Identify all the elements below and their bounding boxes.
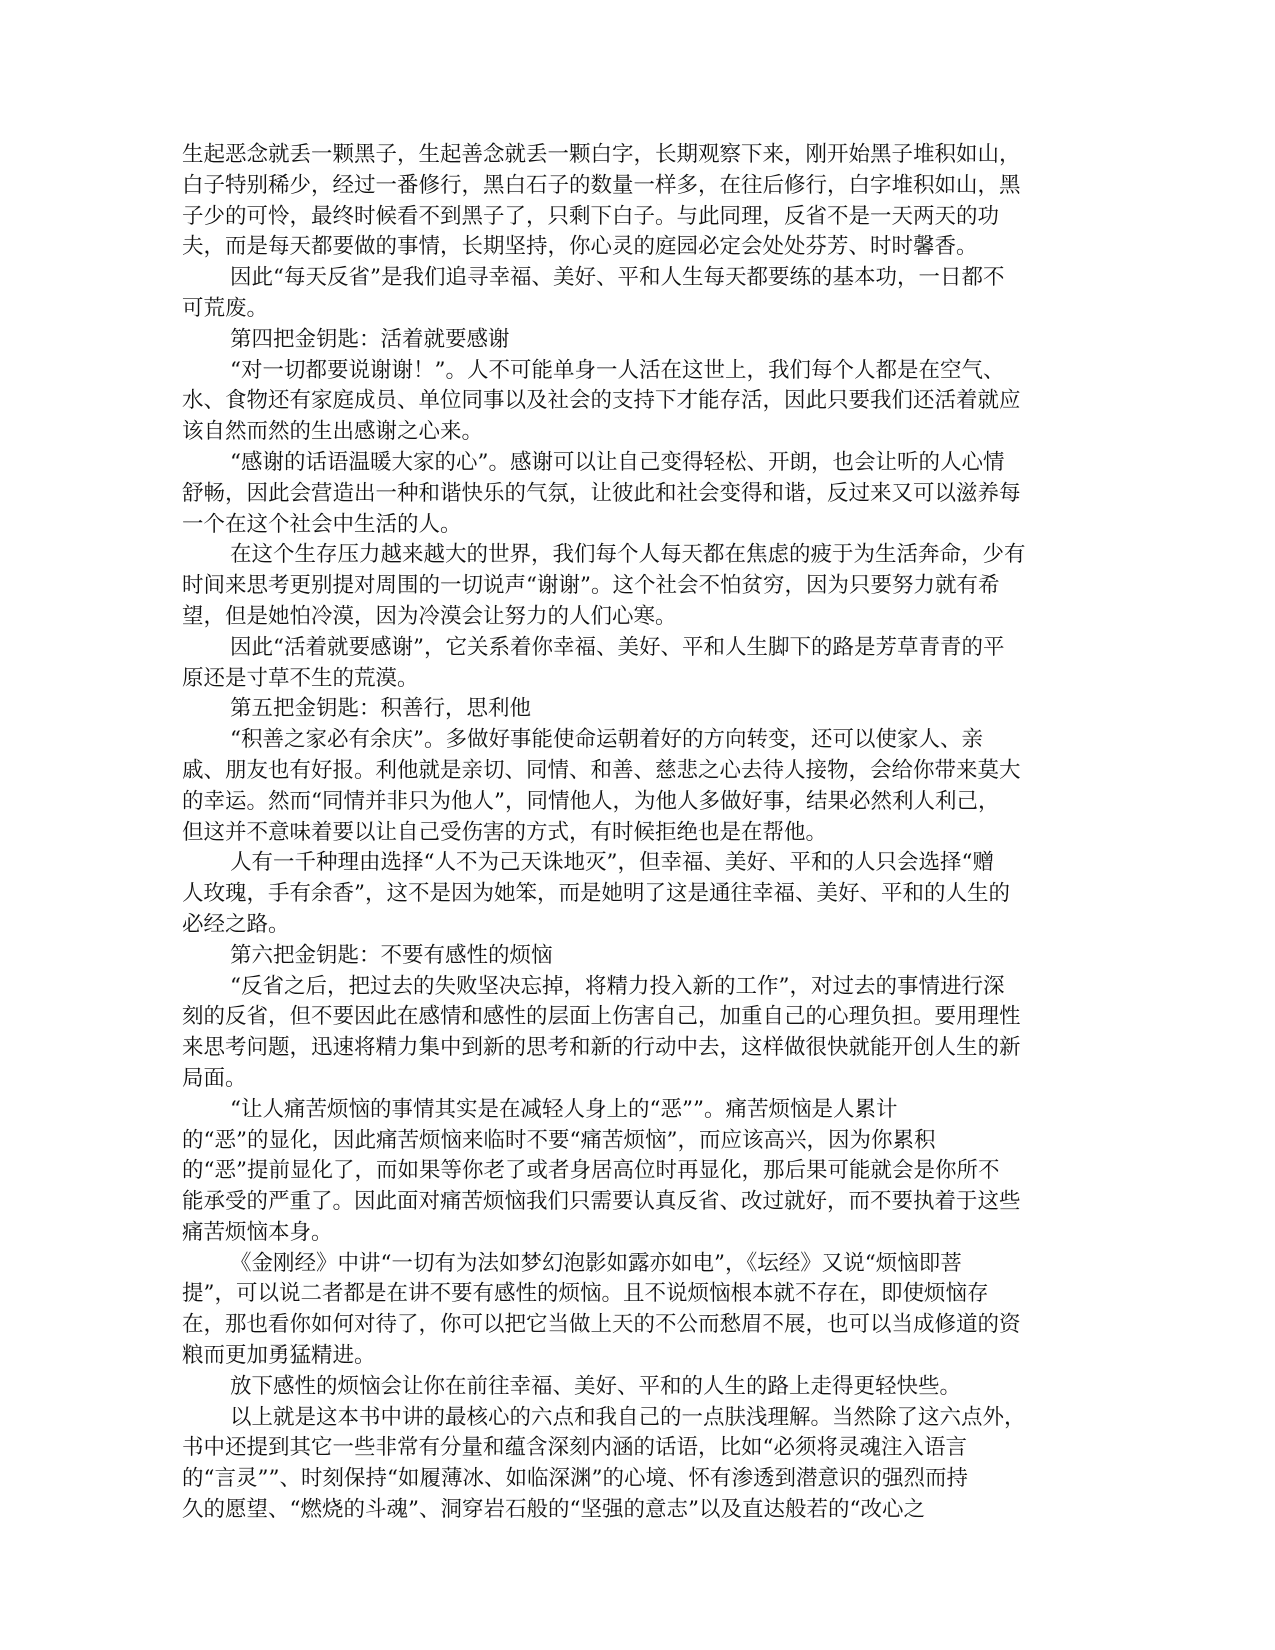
text-line: 原还是寸草不生的荒漠。 [182, 665, 419, 691]
text-line: 刻的反省，但不要因此在感情和感性的层面上伤害自己，加重自己的心理负担。要用理性 [182, 1004, 1021, 1030]
text-line: 可荒废。 [182, 295, 269, 321]
text-line: 局面。 [182, 1065, 247, 1091]
text-line: 以上就是这本书中讲的最核心的六点和我自己的一点肤浅理解。当然除了这六点外， [230, 1404, 1026, 1430]
text-line: 戚、朋友也有好报。利他就是亲切、同情、和善、慈悲之心去待人接物，会给你带来莫大 [182, 757, 1021, 783]
text-line: 久的愿望、“燃烧的斗魂”、洞穿岩石般的“坚强的意志”以及直达般若的“改心之 [182, 1497, 925, 1523]
section-heading: 第五把金钥匙：积善行，思利他 [230, 696, 532, 722]
text-line: 子少的可怜，最终时候看不到黑子了，只剩下白子。与此同理，反省不是一天两天的功 [182, 203, 1000, 229]
text-line: 但这并不意味着要以让自己受伤害的方式，有时候拒绝也是在帮他。 [182, 819, 828, 845]
text-line: 因此“活着就要感谢”，它关系着你幸福、美好、平和人生脚下的路是芳草青青的平 [230, 634, 1005, 660]
text-line: 该自然而然的生出感谢之心来。 [182, 419, 484, 445]
text-line: 白子特别稀少，经过一番修行，黑白石子的数量一样多，在往后修行，白字堆积如山，黑 [182, 172, 1021, 198]
text-line: 人玫瑰，手有余香”，这不是因为她笨，而是她明了这是通往幸福、美好、平和的人生的 [182, 881, 1010, 907]
text-line: 时间来思考更别提对周围的一切说声“谢谢”。这个社会不怕贫穷，因为只要努力就有希 [182, 573, 1000, 599]
text-line: “让人痛苦烦恼的事情其实是在减轻人身上的“恶””。痛苦烦恼是人累计 [230, 1096, 898, 1122]
text-line: 望，但是她怕冷漠，因为冷漠会让努力的人们心寒。 [182, 603, 677, 629]
text-line: 因此“每天反省”是我们追寻幸福、美好、平和人生每天都要练的基本功，一日都不 [230, 265, 1005, 291]
text-line: 的幸运。然而“同情并非只为他人”，同情他人，为他人多做好事，结果必然利人利己， [182, 788, 1000, 814]
text-line: 《金刚经》中讲“一切有为法如梦幻泡影如露亦如电”，《坛经》又说“烦恼即菩 [230, 1250, 962, 1276]
text-line: “感谢的话语温暖大家的心”。感谢可以让自己变得轻松、开朗，也会让听的人心情 [230, 449, 1005, 475]
text-line: 痛苦烦恼本身。 [182, 1219, 333, 1245]
text-line: 的“恶”提前显化了，而如果等你老了或者身居高位时再显化，那后果可能就会是你所不 [182, 1158, 1000, 1184]
text-line: 生起恶念就丢一颗黑子，生起善念就丢一颗白字，长期观察下来，刚开始黑子堆积如山， [182, 142, 1021, 167]
text-line: 粮而更加勇猛精进。 [182, 1343, 376, 1369]
text-line: “对一切都要说谢谢！”。人不可能单身一人活在这世上，我们每个人都是在空气、 [230, 357, 1005, 383]
text-line: 在这个生存压力越来越大的世界，我们每个人每天都在焦虑的疲于为生活奔命，少有 [230, 542, 1026, 568]
text-line: 人有一千种理由选择“人不为己天诛地灭”，但幸福、美好、平和的人只会选择“赠 [230, 850, 994, 876]
text-line: 的“恶”的显化，因此痛苦烦恼来临时不要“痛苦烦恼”，而应该高兴，因为你累积 [182, 1127, 936, 1153]
document-page [182, 140, 1072, 1526]
text-line: “积善之家必有余庆”。多做好事能使命运朝着好的方向转变，还可以使家人、亲 [230, 727, 983, 753]
text-line: 一个在这个社会中生活的人。 [182, 511, 462, 537]
text-line: 放下感性的烦恼会让你在前往幸福、美好、平和的人生的路上走得更轻快些。 [230, 1373, 962, 1399]
text-line: 水、食物还有家庭成员、单位同事以及社会的支持下才能存活，因此只要我们还活着就应 [182, 388, 1021, 414]
text-line: 提”，可以说二者都是在讲不要有感性的烦恼。且不说烦恼根本就不存在，即使烦恼存 [182, 1281, 989, 1307]
text-line: “反省之后，把过去的失败坚决忘掉，将精力投入新的工作”，对过去的事情进行深 [230, 973, 1005, 999]
section-heading: 第六把金钥匙：不要有感性的烦恼 [230, 942, 553, 968]
text-line: 在，那也看你如何对待了，你可以把它当做上天的不公而愁眉不展，也可以当成修道的资 [182, 1312, 1021, 1338]
text-line: 书中还提到其它一些非常有分量和蕴含深刻内涵的话语，比如“必须将灵魂注入语言 [182, 1435, 967, 1461]
text-line: 舒畅，因此会营造出一种和谐快乐的气氛，让彼此和社会变得和谐，反过来又可以滋养每 [182, 480, 1021, 506]
text-line: 能承受的严重了。因此面对痛苦烦恼我们只需要认真反省、改过就好，而不要执着于这些 [182, 1189, 1021, 1215]
text-line: 夫，而是每天都要做的事情，长期坚持，你心灵的庭园必定会处处芬芳、时时馨香。 [182, 234, 978, 260]
text-line: 的“言灵””、时刻保持“如履薄冰、如临深渊”的心境、怀有渗透到潜意识的强烈而持 [182, 1466, 968, 1492]
text-line: 来思考问题，迅速将精力集中到新的思考和新的行动中去，这样做很快就能开创人生的新 [182, 1035, 1021, 1061]
text-line: 必经之路。 [182, 911, 290, 937]
section-heading: 第四把金钥匙：活着就要感谢 [230, 326, 510, 352]
